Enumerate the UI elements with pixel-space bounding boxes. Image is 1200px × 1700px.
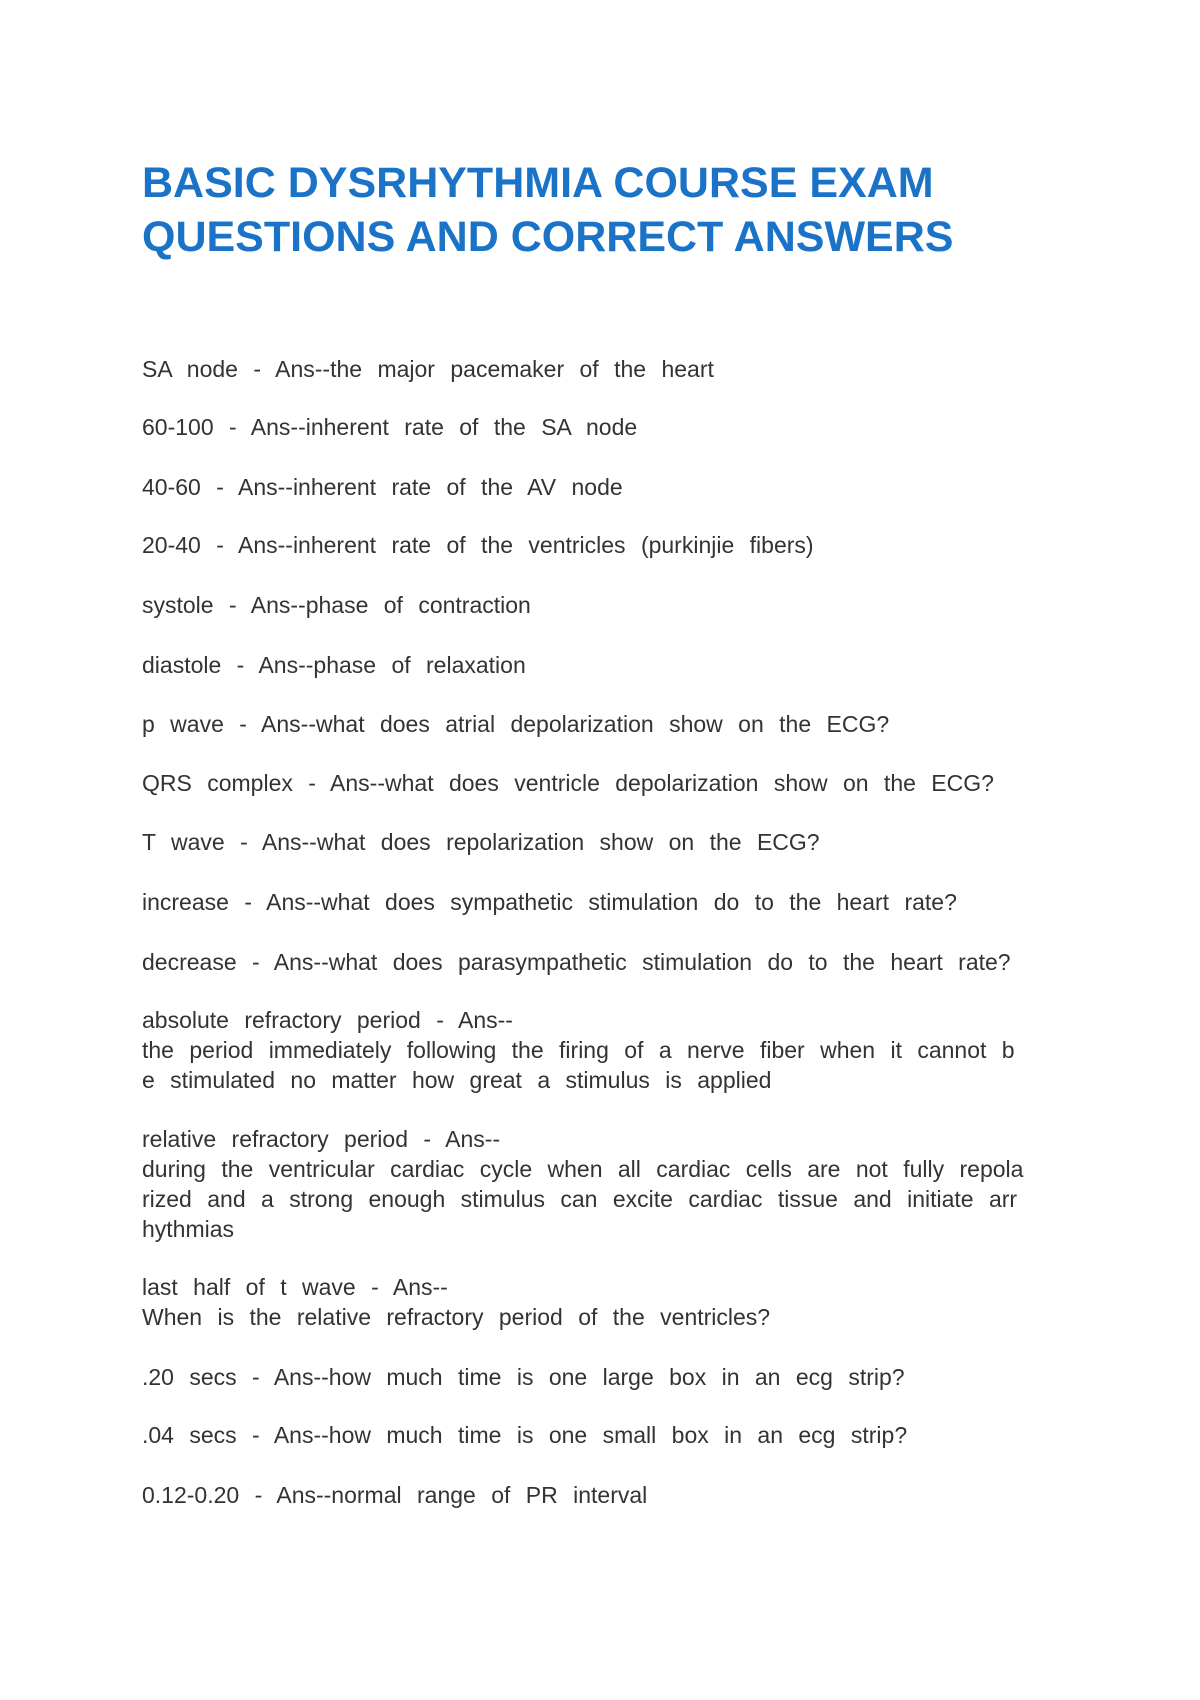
qa-line: p wave - Ans--what does atrial depolarization show on the ECG? xyxy=(142,711,890,737)
qa-line: hythmias xyxy=(142,1216,235,1242)
qa-line: absolute refractory period - Ans-- xyxy=(142,1007,513,1033)
qa-entry-20-secs xyxy=(142,1362,1062,1392)
qa-line: 40-60 - Ans--inherent rate of the AV node xyxy=(142,474,623,500)
qa-entry-systole xyxy=(142,590,1062,620)
title-line: BASIC DYSRHYTHMIA COURSE EXAM xyxy=(142,159,934,207)
qa-line: last half of t wave - Ans-- xyxy=(142,1274,448,1300)
qa-line: .04 secs - Ans--how much time is one small box in an ecg strip? xyxy=(142,1422,908,1448)
qa-line: T wave - Ans--what does repolarization show on the ECG? xyxy=(142,829,820,855)
qa-entry-absolute-refractory-period xyxy=(142,1005,1062,1095)
qa-entry-qrs-complex xyxy=(142,768,1062,798)
qa-line: rized and a strong enough stimulus can excite cardiac tissue and initiate arr xyxy=(142,1186,1018,1212)
document-title xyxy=(142,156,1102,264)
qa-entry-40-60 xyxy=(142,472,1062,502)
qa-entry-sa-node xyxy=(142,354,1062,384)
qa-entry-decrease xyxy=(142,947,1062,977)
qa-line: e stimulated no matter how great a stimulus is applied xyxy=(142,1067,772,1093)
qa-entry-p-wave xyxy=(142,709,1062,739)
qa-entry-pr-interval xyxy=(142,1480,1062,1510)
qa-line: decrease - Ans--what does parasympathetic stimulation do to the heart rate? xyxy=(142,949,1011,975)
qa-line: 20-40 - Ans--inherent rate of the ventricles (purkinjie fibers) xyxy=(142,532,814,558)
qa-line: increase - Ans--what does sympathetic stimulation do to the heart rate? xyxy=(142,889,957,915)
qa-line: When is the relative refractory period of the ventricles? xyxy=(142,1304,771,1330)
qa-line: the period immediately following the firing of a nerve fiber when it cannot b xyxy=(142,1037,1015,1063)
qa-entry-increase xyxy=(142,887,1062,917)
qa-entry-60-100 xyxy=(142,412,1062,442)
qa-line: relative refractory period - Ans-- xyxy=(142,1126,501,1152)
qa-line: systole - Ans--phase of contraction xyxy=(142,592,531,618)
qa-entry-last-half-of-t-wave xyxy=(142,1272,1062,1332)
qa-entry-20-40 xyxy=(142,530,1062,560)
qa-line: 60-100 - Ans--inherent rate of the SA node xyxy=(142,414,638,440)
qa-entry-diastole xyxy=(142,650,1062,680)
qa-entry-t-wave xyxy=(142,827,1062,857)
qa-line: SA node - Ans--the major pacemaker of the heart xyxy=(142,356,714,382)
qa-entry-04-secs xyxy=(142,1420,1062,1450)
qa-line: during the ventricular cardiac cycle when all cardiac cells are not fully repola xyxy=(142,1156,1024,1182)
qa-line: QRS complex - Ans--what does ventricle depolarization show on the ECG? xyxy=(142,770,994,796)
qa-line: .20 secs - Ans--how much time is one large box in an ecg strip? xyxy=(142,1364,905,1390)
qa-line: diastole - Ans--phase of relaxation xyxy=(142,652,526,678)
title-line: QUESTIONS AND CORRECT ANSWERS xyxy=(142,213,954,261)
qa-entry-relative-refractory-period xyxy=(142,1124,1062,1244)
qa-line: 0.12-0.20 - Ans--normal range of PR interval xyxy=(142,1482,648,1508)
